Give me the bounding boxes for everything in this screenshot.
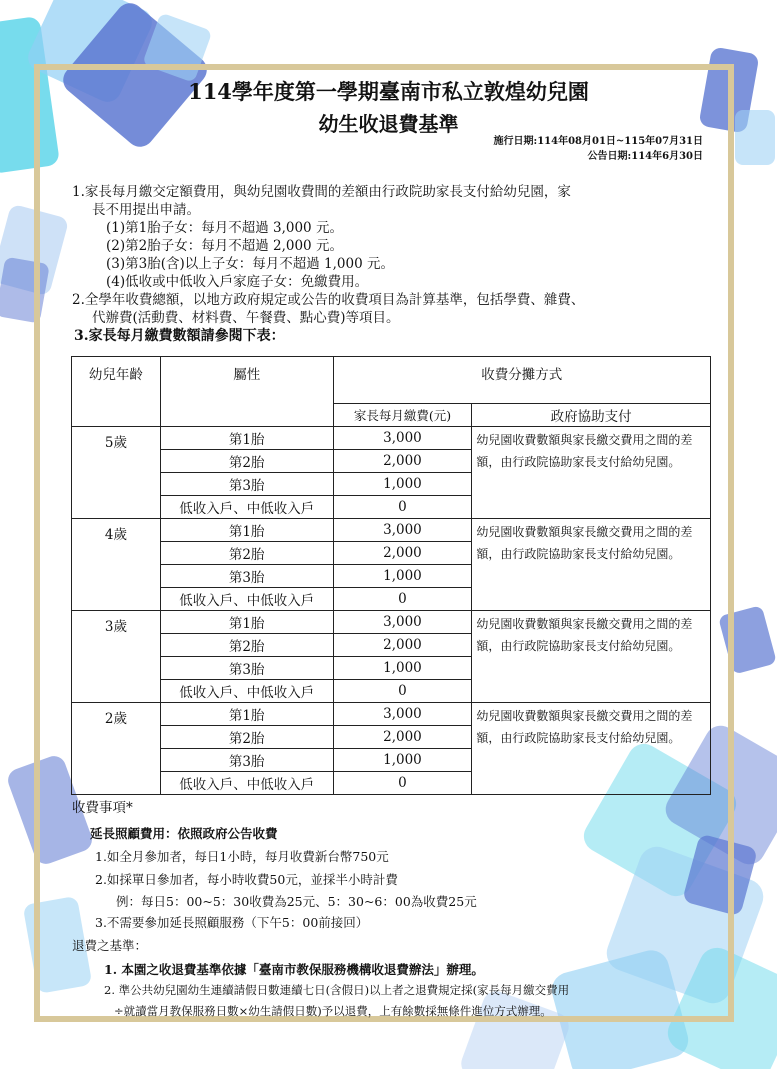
effective-date: 施行日期:114年08月01日~115年07月31日 xyxy=(493,136,703,147)
parent-fee-cell: 0 xyxy=(333,772,472,795)
attr-cell: 第1胎 xyxy=(160,703,333,726)
table-row xyxy=(72,519,711,542)
extended-care-3: 3.不需要參加延長照顧服務（下午5：00前接回） xyxy=(95,915,369,930)
parent-fee-cell: 1,000 xyxy=(333,657,472,680)
age-cell: 2歲 xyxy=(72,703,161,795)
parent-fee-cell: 2,000 xyxy=(333,450,472,473)
attr-cell: 第2胎 xyxy=(160,542,333,565)
parent-fee-cell: 1,000 xyxy=(333,565,472,588)
parent-fee-cell: 2,000 xyxy=(333,726,472,749)
title-line-2: 幼生收退費基準 xyxy=(318,112,459,136)
extended-care-title: 延長照顧費用：依照政府公告收費 xyxy=(90,826,278,841)
gov-support-cell: 幼兒園收費數額與家長繳交費用之間的差額，由行政院協助家長支付給幼兒園。 xyxy=(472,427,711,519)
gov-support-cell: 幼兒園收費數額與家長繳交費用之間的差額，由行政院協助家長支付給幼兒園。 xyxy=(472,611,711,703)
attr-cell: 第1胎 xyxy=(160,427,333,450)
table-row xyxy=(72,703,711,726)
attr-cell: 第3胎 xyxy=(160,473,333,496)
extended-care-1: 1.如全月參加者，每日1小時，每月收費新台幣750元 xyxy=(95,849,389,864)
parent-fee-cell: 3,000 xyxy=(333,703,472,726)
parent-fee-cell: 2,000 xyxy=(333,542,472,565)
title-line-1: 114學年度第一學期臺南市私立敦煌幼兒園 xyxy=(188,79,589,104)
age-cell: 4歲 xyxy=(72,519,161,611)
fee-table xyxy=(71,356,711,795)
refund-item-1: 1. 本園之收退費基準依據「臺南市教保服務機構收退費辦法」辦理。 xyxy=(104,962,484,977)
fee-notes-title: 收費事項* xyxy=(72,800,133,816)
attr-cell: 低收入戶、中低收入戶 xyxy=(160,588,333,611)
parent-fee-cell: 0 xyxy=(333,680,472,703)
attr-cell: 低收入戶、中低收入戶 xyxy=(160,680,333,703)
refund-item-2-line2: ÷就讀當月教保服務日數×幼生請假日數)予以退費，上有餘數採無條件進位方式辦理。 xyxy=(114,1004,552,1018)
parent-fee-cell: 1,000 xyxy=(333,473,472,496)
item1-sub-1: (1)第1胎子女：每月不超過 3,000 元。 xyxy=(106,220,343,236)
item3-heading: 3.家長每月繳費數額請參閱下表： xyxy=(74,328,285,344)
attr-cell: 第3胎 xyxy=(160,565,333,588)
refund-title: 退費之基準： xyxy=(72,938,148,953)
announce-date: 公告日期:114年6月30日 xyxy=(587,151,703,162)
item1-line1: 1.家長每月繳交定額費用，與幼兒園收費間的差額由行政院助家長支付給幼兒園，家 xyxy=(72,184,571,200)
attr-cell: 第2胎 xyxy=(160,726,333,749)
item1-sub-3: (3)第3胎(含)以上子女：每月不超過 1,000 元。 xyxy=(106,256,394,272)
item2-line1: 2.全學年收費總額，以地方政府規定或公告的收費項目為計算基準，包括學費、雜費、 xyxy=(72,292,585,308)
extended-care-example: 例：每日5：00~5：30收費為25元、5：30~6：00為收費25元 xyxy=(116,894,477,909)
age-cell: 3歲 xyxy=(72,611,161,703)
attr-cell: 第3胎 xyxy=(160,657,333,680)
header-method: 收費分攤方式 xyxy=(333,357,710,404)
item1-sub-4: (4)低收或中低收入戶家庭子女：免繳費用。 xyxy=(106,274,369,290)
parent-fee-cell: 0 xyxy=(333,588,472,611)
item1-line2: 長不用提出申請。 xyxy=(92,202,200,218)
gov-support-cell: 幼兒園收費數額與家長繳交費用之間的差額，由行政院協助家長支付給幼兒園。 xyxy=(472,519,711,611)
parent-fee-cell: 3,000 xyxy=(333,427,472,450)
attr-cell: 第1胎 xyxy=(160,611,333,634)
header-gov: 政府協助支付 xyxy=(472,404,711,427)
gov-support-cell: 幼兒園收費數額與家長繳交費用之間的差額，由行政院協助家長支付給幼兒園。 xyxy=(472,703,711,795)
header-attr: 屬性 xyxy=(160,357,333,427)
attr-cell: 低收入戶、中低收入戶 xyxy=(160,496,333,519)
attr-cell: 第2胎 xyxy=(160,450,333,473)
attr-cell: 第2胎 xyxy=(160,634,333,657)
attr-cell: 低收入戶、中低收入戶 xyxy=(160,772,333,795)
parent-fee-cell: 3,000 xyxy=(333,611,472,634)
dates-block xyxy=(494,134,703,164)
parent-fee-cell: 2,000 xyxy=(333,634,472,657)
parent-fee-cell: 0 xyxy=(333,496,472,519)
parent-fee-cell: 1,000 xyxy=(333,749,472,772)
item1-sub-2: (2)第2胎子女：每月不超過 2,000 元。 xyxy=(106,238,343,254)
parent-fee-cell: 3,000 xyxy=(333,519,472,542)
attr-cell: 第3胎 xyxy=(160,749,333,772)
item2-line2: 代辦費(活動費、材料費、午餐費、點心費)等項目。 xyxy=(92,310,400,326)
header-parent-fee: 家長每月繳費(元) xyxy=(333,404,472,427)
refund-item-2-line1: 2. 準公共幼兒園幼生連續請假日數連續七日(含假日)以上者之退費規定採(家長每月繳交費用 xyxy=(104,983,570,997)
table-row xyxy=(72,427,711,450)
age-cell: 5歲 xyxy=(72,427,161,519)
extended-care-2: 2.如採單日參加者，每小時收費50元，並採半小時計費 xyxy=(95,872,398,887)
attr-cell: 第1胎 xyxy=(160,519,333,542)
table-row xyxy=(72,611,711,634)
header-age: 幼兒年齡 xyxy=(72,357,161,427)
